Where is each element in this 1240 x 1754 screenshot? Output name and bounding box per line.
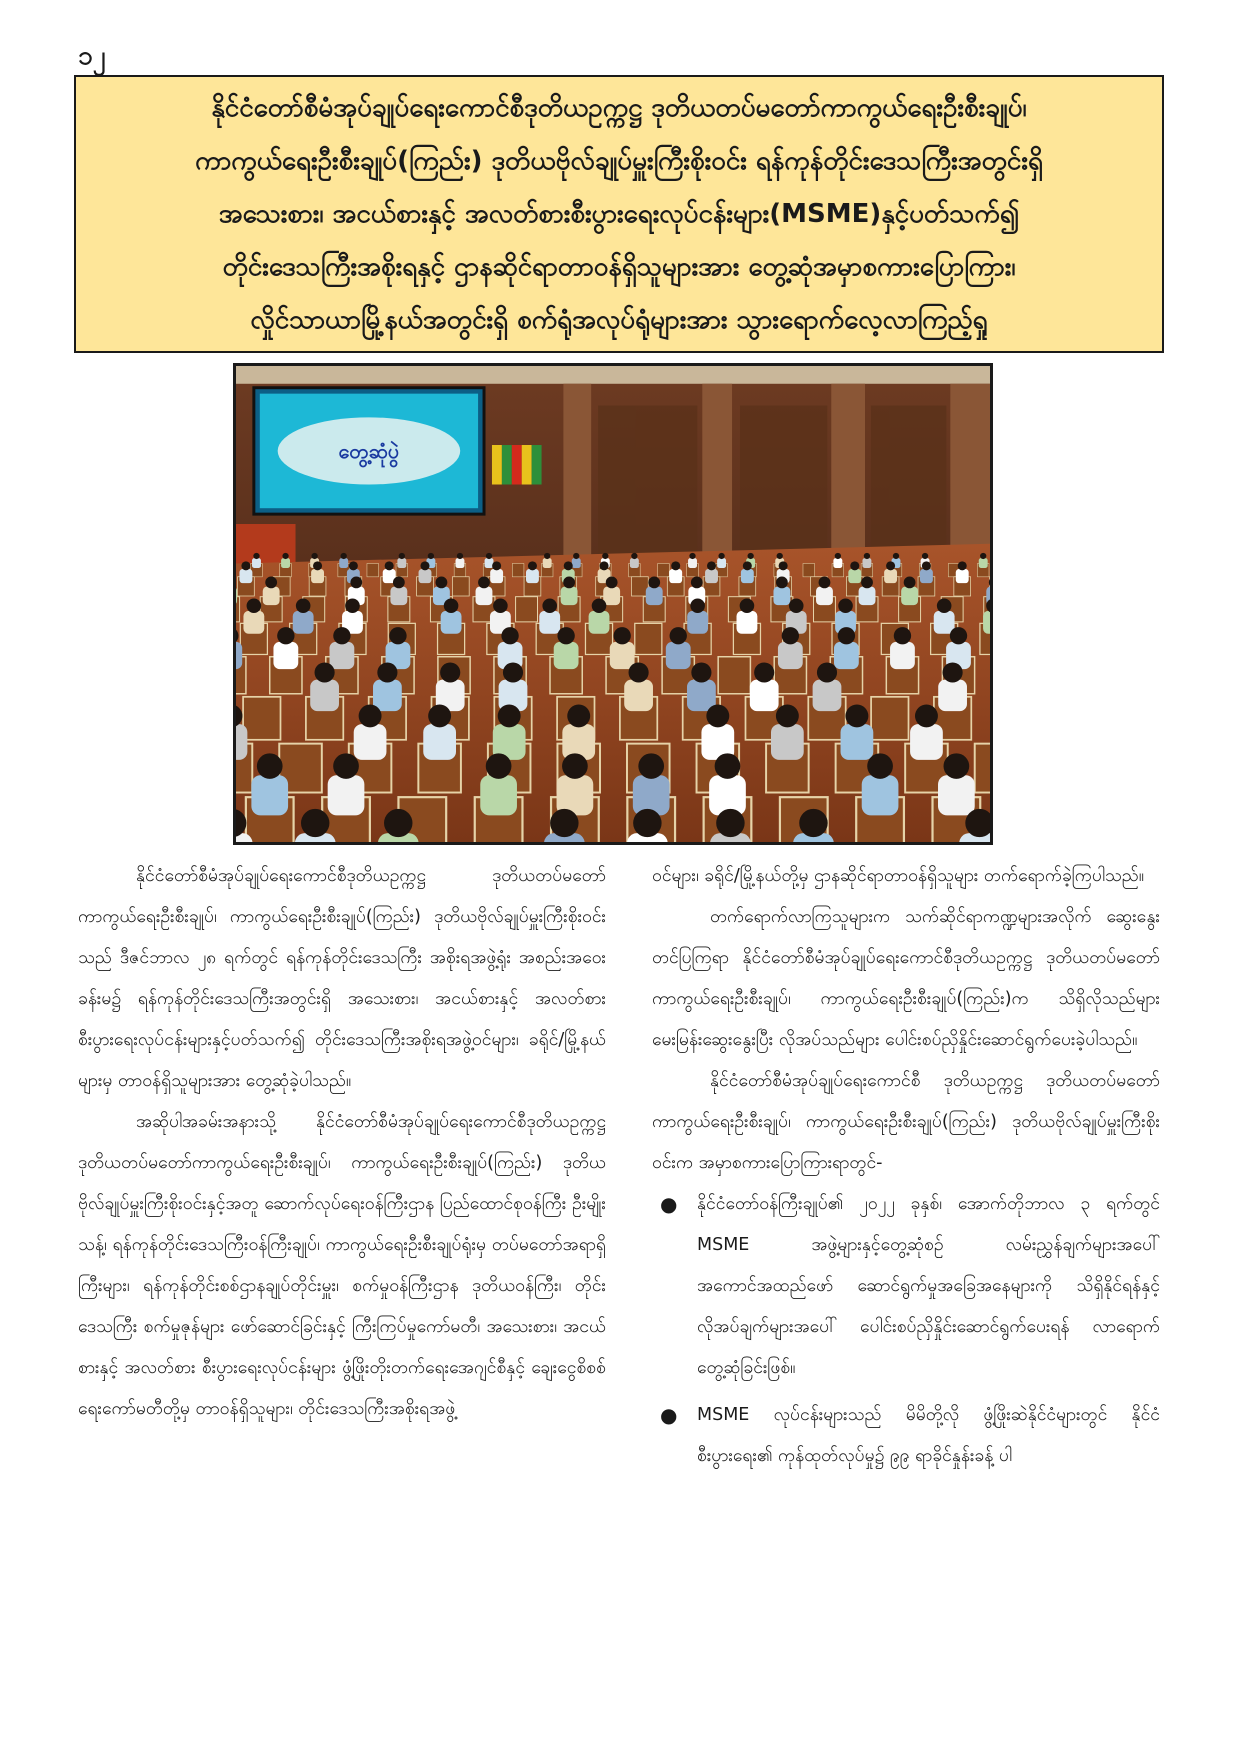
attendee-head (690, 598, 705, 613)
attendee-head (333, 753, 359, 779)
attendee-head (629, 662, 649, 682)
attendee-head (754, 662, 774, 682)
attendee (771, 724, 804, 760)
attendee-head (789, 598, 804, 613)
headline-line: ကာကွယ်ရေးဦးစီးချုပ်(ကြည်း) ဒုတိယဗိုလ်ချုပ်မှူးကြီးစိုးဝင်း ရန်ကုန်တိုင်းဒေသကြီးအတွင်းရှိ (195, 145, 1043, 176)
attendee-head (691, 577, 703, 589)
attendee (778, 642, 803, 669)
attendee (910, 724, 943, 760)
attendee-head (648, 577, 660, 589)
attendee-head (498, 705, 521, 728)
attendee (956, 569, 969, 583)
attendee-head (528, 561, 537, 570)
bullet-item (652, 1395, 1160, 1477)
attendee-head (567, 705, 590, 728)
attendee-head (748, 553, 754, 559)
attendee (646, 587, 663, 605)
attendee-head (893, 553, 899, 559)
attendee-head (776, 705, 799, 728)
attendee-head (819, 577, 831, 589)
attendee (456, 558, 465, 568)
attendee (705, 569, 718, 583)
attendee-head (440, 662, 460, 682)
attendee (610, 642, 635, 669)
attendee-head (850, 561, 859, 570)
bullet-text: နိုင်ငံတော်ဝန်ကြီးချုပ်၏ ၂၀၂၂ ခုနှစ်၊ အောက်တိုဘာလ ၃ ရက်တွင် MSME အဖွဲ့များနှင့်တွေ့ဆုံစဉ် လမ်းညွှန်ချက်များအပေါ် အကောင်အထည်ဖော် ဆောင်ရွက်မှုအခြေအနေများကို သိရှိနိုင်ရန်နှင့် လိုအပ်ချက်များအပေါ် ပေါင်းစပ်ညှိနှိုင်းဆောင်ရွက်ပေးရန် လာရောက်တွေ့ဆုံခြင်းဖြစ်။ (697, 1194, 1160, 1378)
meeting-hall-photo (233, 363, 993, 845)
attendee (884, 569, 897, 583)
attendee (273, 642, 298, 669)
attendee (669, 569, 682, 583)
attendee (419, 569, 432, 583)
attendee-head (776, 577, 788, 589)
attendee (938, 775, 975, 815)
bullet-icon: ● (660, 1192, 678, 1216)
attendee (833, 558, 842, 568)
attendee-head (600, 561, 609, 570)
attendee-head (550, 809, 578, 837)
attendee-head (670, 627, 687, 644)
attendee-head (706, 705, 729, 728)
attendee-head (563, 577, 575, 589)
attendee-head (428, 553, 434, 559)
attendee-head (867, 753, 893, 779)
attendee-head (399, 553, 405, 559)
attendee-head (428, 705, 451, 728)
attendee-head (501, 627, 518, 644)
attendee-head (980, 553, 986, 559)
bullet-icon: ● (660, 1403, 678, 1427)
attendee (526, 569, 539, 583)
bullet-list (652, 1184, 1160, 1477)
attendee-head (715, 753, 741, 779)
attendee-head (333, 627, 350, 644)
headline-line: နိုင်ငံတော်စီမံအုပ်ချုပ်ရေးကောင်စီဒုတိယဥက္ကဋ္ဌ ဒုတိယတပ်မတော်ကာကွယ်ရေးဦးစီးချုပ်၊ (211, 92, 1027, 123)
attendee (687, 611, 708, 634)
attendee-head (740, 598, 755, 613)
chair (718, 657, 750, 694)
attendee (236, 724, 247, 760)
chair (452, 577, 469, 596)
attendee-head (542, 598, 557, 613)
attendee-head (493, 598, 508, 613)
attendee-head (689, 553, 695, 559)
attendee-head (716, 809, 744, 837)
attendee-head (257, 753, 283, 779)
attendee-head (835, 553, 841, 559)
attendee (390, 587, 407, 605)
attendee-head (915, 705, 938, 728)
attendee-head (922, 553, 928, 559)
headline-box (74, 75, 1164, 353)
attendee-head (922, 561, 931, 570)
attendee (737, 611, 758, 634)
attendee-head (393, 577, 405, 589)
attendee (741, 569, 754, 583)
attendee-head (904, 577, 916, 589)
attendee (263, 587, 280, 605)
attendee-head (950, 627, 967, 644)
attendee-head (253, 553, 259, 559)
attendee-head (633, 809, 661, 837)
screen-text: တွေ့ဆုံပွဲ (338, 439, 400, 463)
attendee (816, 587, 833, 605)
attendee-head (937, 598, 952, 613)
attendee-head (350, 577, 362, 589)
attendee-head (341, 553, 347, 559)
attendee (630, 558, 639, 568)
attendee-head (296, 598, 311, 613)
attendee-head (301, 809, 329, 837)
attendee-head (389, 627, 406, 644)
attendee-head (886, 561, 895, 570)
attendee (354, 724, 387, 760)
attendee-head (492, 561, 501, 570)
attendee (243, 611, 264, 634)
left-paragraph-1: နိုင်ငံတော်စီမံအုပ်ချုပ်ရေးကောင်စီဒုတိယဥက္ကဋ္ဌ ဒုတိယတပ်မတော်ကာကွယ်ရေးဦးစီးချုပ်၊ ကာကွယ်ရေးဦးစီးချုပ်(ကြည်း) ဒုတိယဗိုလ်ချုပ်မှူးကြီးစိုးဝင်းသည် ဒီဇင်ဘာလ ၂၈ ရက်တွင် ရန်ကုန်တိုင်းဒေသကြီး အစိုးရအဖွဲ့ရုံး အစည်းအဝေးခန်းမ၌ ရန်ကုန်တိုင်းဒေသကြီးအတွင်းရှိ အသေးစား၊ အငယ်စားနှင့် အလတ်စား စီးပွားရေးလုပ်ငန်းများနှင့်ပတ်သက်၍ တိုင်းဒေသကြီးအစိုးရအဖွဲ့ဝင်များ၊ ခရိုင်/မြို့နယ်များမှ တာဝန်ရှိသူများအား တွေ့ဆုံခဲ့ပါသည်။ (78, 866, 606, 1091)
attendee-head (838, 627, 855, 644)
headline-line: လှိုင်သာယာမြို့နယ်အတွင်းရှိ စက်ရုံအလုပ်ရုံများအား သွားရောက်လေ့လာကြည့်ရှု (250, 304, 988, 335)
attendee-head (691, 662, 711, 682)
attendee-head (311, 553, 317, 559)
right-paragraph-2: တက်ရောက်လာကြသူများက သက်ဆိုင်ရာကဏ္ဍများအလိုက် ဆွေးနွေးတင်ပြကြရာ နိုင်ငံတော်စီမံအုပ်ချုပ်ရေးကောင်စီဒုတိယဥက္ကဋ္ဌ ဒုတိယတပ်မတော်ကာကွယ်ရေးဦးစီးချုပ်၊ ကာကွယ်ရေးဦးစီးချုပ်(ကြည်း)က သိရှိလိုသည်များ မေးမြန်းဆွေးနွေးပြီး လိုအပ်သည်များ ပေါင်းစပ်ညှိနှိုင်းဆောင်ရွက်ပေးခဲ့ပါသည်။ (652, 907, 1160, 1050)
chair (243, 697, 280, 740)
attendee (561, 587, 578, 605)
attendee (589, 611, 610, 634)
attendee (603, 587, 620, 605)
attendee-head (638, 753, 664, 779)
attendee (293, 611, 314, 634)
attendee (901, 587, 918, 605)
attendee (310, 680, 339, 712)
chair (635, 623, 662, 654)
attendee (490, 569, 503, 583)
chair (871, 697, 908, 740)
attendee (311, 569, 324, 583)
attendee-head (864, 553, 870, 559)
attendee (476, 587, 493, 605)
attendee-head (486, 553, 492, 559)
attendee-head (385, 561, 394, 570)
attendee (934, 611, 955, 634)
attendee-head (486, 753, 512, 779)
attendee-head (573, 553, 579, 559)
chair (803, 564, 815, 577)
attendee-head (861, 577, 873, 589)
attendee (773, 587, 790, 605)
attendee (890, 642, 915, 669)
attendee-head (777, 553, 783, 559)
attendee-head (444, 598, 459, 613)
attendee-head (606, 577, 618, 589)
attendee-head (420, 561, 429, 570)
attendee (330, 642, 355, 669)
bullet-text: MSME လုပ်ငန်းများသည် မိမိတို့လို ဖွံ့ဖြိုးဆဲနိုင်ငံများတွင် နိုင်ငံစီးပွားရေး၏ ကုန်ထုတ်လုပ်မှု၌ ၉၉ ရာခိုင်နှုန်းခန့် ပါ (697, 1405, 1160, 1466)
attendee (862, 558, 871, 568)
attendee-head (544, 553, 550, 559)
attendee (239, 569, 252, 583)
chair (658, 564, 670, 577)
attendee-head (241, 561, 250, 570)
attendee (539, 611, 560, 634)
attendee (983, 611, 990, 634)
attendee-head (845, 705, 868, 728)
attendee (920, 569, 933, 583)
attendee (252, 558, 261, 568)
attendee-head (377, 662, 397, 682)
attendee-head (894, 627, 911, 644)
attendee (624, 680, 653, 712)
attendee (848, 569, 861, 583)
chair (632, 577, 649, 596)
attendee-head (779, 561, 788, 570)
attendee-head (247, 598, 262, 613)
attendee (938, 680, 967, 712)
attendee (750, 680, 779, 712)
attendee (717, 558, 726, 568)
attendee (339, 558, 348, 568)
attendee-head (602, 553, 608, 559)
attendee-head (718, 553, 724, 559)
attendee (688, 558, 697, 568)
attendee-head (564, 561, 573, 570)
attendee-head (743, 561, 752, 570)
attendee-head (838, 598, 853, 613)
chair (512, 564, 524, 577)
attendee (813, 680, 842, 712)
attendee (859, 587, 876, 605)
left-column (78, 856, 606, 1430)
headline-line: အသေးစား၊ အငယ်စားနှင့် အလတ်စားစီးပွားရေးလုပ်ငန်းများ(MSME)နှင့်ပတ်သက်၍ (218, 198, 1020, 229)
attendee-head (671, 561, 680, 570)
attendee (423, 724, 456, 760)
attendee (834, 642, 859, 669)
attendee-head (944, 753, 970, 779)
attendee-head (782, 627, 799, 644)
headline-line: တိုင်းဒေသကြီးအစိုးရနှင့် ဌာနဆိုင်ရာတာဝန်ရှိသူများအား တွေ့ဆုံအမှာစကားပြောကြား၊ (222, 251, 1016, 282)
attendee (543, 558, 552, 568)
attendee-head (557, 627, 574, 644)
attendee (687, 680, 716, 712)
chair (516, 597, 538, 622)
attendee-head (592, 598, 607, 613)
attendee-head (384, 809, 412, 837)
right-paragraph-1: ဝင်များ၊ ခရိုင်/မြို့နယ်တို့မှ ဌာနဆိုင်ရာတာဝန်ရှိသူများ တက်ရောက်ခဲ့ကြပါသည်။ (652, 866, 1145, 886)
attendee-head (562, 753, 588, 779)
attendee (862, 775, 899, 815)
attendee (441, 611, 462, 634)
attendee (281, 558, 290, 568)
attendee (572, 558, 581, 568)
chair (975, 744, 990, 793)
attendee (373, 680, 402, 712)
attendee-head (631, 553, 637, 559)
attendee-head (349, 561, 358, 570)
attendee-head (958, 561, 967, 570)
attendee (397, 558, 406, 568)
attendee (251, 775, 288, 815)
attendee-head (359, 705, 382, 728)
attendee-head (457, 553, 463, 559)
attendee-head (313, 561, 322, 570)
attendee-head (282, 553, 288, 559)
attendee-head (817, 662, 837, 682)
right-paragraph-3: နိုင်ငံတော်စီမံအုပ်ချုပ်ရေးကောင်စီ ဒုတိယဥက္ကဋ္ဌ ဒုတိယတပ်မတော်ကာကွယ်ရေးဦးစီးချုပ်၊ ကာကွယ်ရေးဦးစီးချုပ်(ကြည်း) ဒုတိယဗိုလ်ချုပ်မှူးကြီးစိုးဝင်းက အမှာစကားပြောကြားရာတွင်- (652, 1071, 1160, 1173)
attendee (480, 775, 517, 815)
attendee-head (799, 809, 827, 837)
bullet-item (652, 1184, 1160, 1389)
attendee-head (707, 561, 716, 570)
attendee-head (345, 598, 360, 613)
attendee (554, 642, 579, 669)
chair (367, 564, 379, 577)
attendee-head (613, 627, 630, 644)
attendee-head (436, 577, 448, 589)
attendee-head (315, 662, 335, 682)
attendee (666, 642, 691, 669)
attendee (236, 642, 242, 669)
attendee-head (277, 627, 294, 644)
attendee-head (265, 577, 277, 589)
page-number: ၁၂ (78, 41, 106, 71)
attendee (979, 558, 988, 568)
left-paragraph-2: အဆိုပါအခမ်းအနားသို့ နိုင်ငံတော်စီမံအုပ်ချုပ်ရေးကောင်စီဒုတိယဥက္ကဋ္ဌ ဒုတိယတပ်မတော်ကာကွယ်ရေးဦးစီးချုပ်၊ ကာကွယ်ရေးဦးစီးချုပ်(ကြည်း) ဒုတိယဗိုလ်ချုပ်မှူးကြီးစိုးဝင်းနှင့်အတူ ဆောက်လုပ်ရေးဝန်ကြီးဌာန ပြည်ထောင်စုဝန်ကြီး ဦးမျိုးသန့်၊ ရန်ကုန်တိုင်းဒေသကြီးဝန်ကြီးချုပ်၊ ကာကွယ်ရေးဦးစီးချုပ်ရုံးမှ တပ်မတော်အရာရှိကြီးများ၊ ရန်ကုန်တိုင်းစစ်ဌာနချုပ်တိုင်းမှူး၊ စက်မှုဝန်ကြီးဌာန ဒုတိယဝန်ကြီး၊ တိုင်းဒေသကြီး စက်မှုဇုန်များ ဖော်ဆောင်ခြင်းနှင့် ကြီးကြပ်မှုကော်မတီ၊ အသေးစား၊ အငယ်စားနှင့် အလတ်စား စီးပွားရေးလုပ်ငန်းများ ဖွံ့ဖြိုးတိုးတက်ရေးအေဂျင်စီနှင့် ချေးငွေစိစစ်ရေးကော်မတီတို့မှ တာဝန်ရှိသူများ၊ တိုင်းဒေသကြီးအစိုးရအဖွဲ့ (78, 1112, 606, 1419)
attendee-head (943, 662, 963, 682)
attendee-head (503, 662, 523, 682)
attendee-head (478, 577, 490, 589)
attendee (841, 724, 874, 760)
right-column (652, 856, 1160, 1477)
attendee (328, 775, 365, 815)
